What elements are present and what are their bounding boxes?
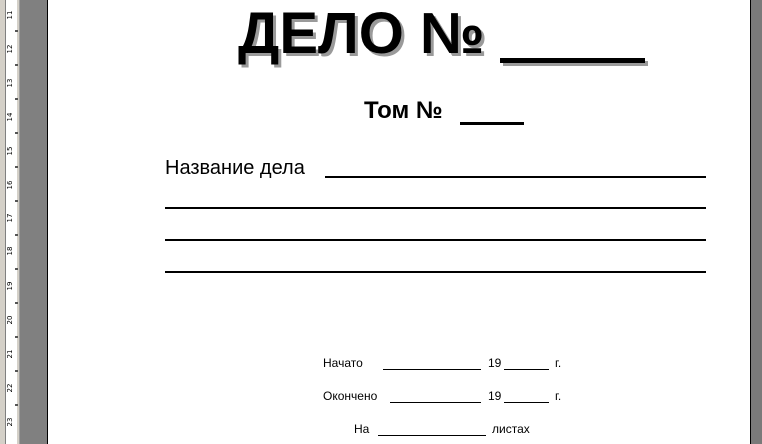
started-year-suffix: г.: [555, 356, 562, 370]
ruler-tick: [15, 30, 18, 32]
started-century: 19: [488, 356, 502, 370]
case-name-label: Название дела: [165, 157, 305, 179]
vertical-ruler[interactable]: [0, 0, 20, 444]
ruler-tick: [15, 234, 18, 236]
ruler-tick: [15, 404, 18, 406]
ruler-tick: [15, 336, 18, 338]
ruler-tick: [15, 200, 18, 202]
started-date-blank-line: [383, 369, 481, 370]
started-label: Начато: [323, 356, 363, 370]
ruler-number: 15: [6, 146, 14, 156]
finished-year-blank-line: [504, 402, 549, 403]
ruler-tick: [15, 64, 18, 66]
volume-number-blank-line: [460, 122, 524, 125]
ruler-tick: [15, 370, 18, 372]
ruler-tick: [15, 268, 18, 270]
ruler-number: 21: [6, 349, 14, 359]
finished-century: 19: [488, 389, 502, 403]
case-name-blank-line: [165, 239, 706, 241]
finished-date-blank-line: [390, 402, 481, 403]
ruler-number: 12: [6, 44, 14, 54]
case-name-blank-line: [325, 176, 706, 178]
ruler-number: 20: [6, 315, 14, 325]
ruler-tick: [15, 98, 18, 100]
finished-label: Окончено: [323, 389, 378, 403]
case-name-blank-line: [165, 207, 706, 209]
started-year-blank-line: [504, 369, 549, 370]
ruler-number: 16: [6, 180, 14, 190]
finished-year-suffix: г.: [555, 389, 562, 403]
ruler-number: 13: [6, 78, 14, 88]
volume-title: Том №: [364, 97, 443, 124]
sheets-label: листах: [492, 422, 530, 436]
case-number-blank-line: [500, 58, 645, 63]
ruler-number: 22: [6, 383, 14, 393]
ruler-tick: [15, 302, 18, 304]
ruler-number: 19: [6, 281, 14, 291]
page-shadow: [751, 0, 762, 444]
ruler-number: 23: [6, 417, 14, 427]
ruler-number: 17: [6, 213, 14, 223]
ruler-number: 11: [6, 10, 14, 20]
case-name-blank-line: [165, 271, 706, 273]
sheets-count-blank-line: [378, 435, 486, 436]
workspace-background: [20, 0, 47, 444]
case-title: ДЕЛО №: [238, 1, 485, 66]
ruler-number: 14: [6, 112, 14, 122]
sheets-on-label: На: [354, 422, 370, 436]
ruler-tick: [15, 132, 18, 134]
ruler-tick: [15, 166, 18, 168]
ruler-number: 18: [6, 246, 14, 256]
